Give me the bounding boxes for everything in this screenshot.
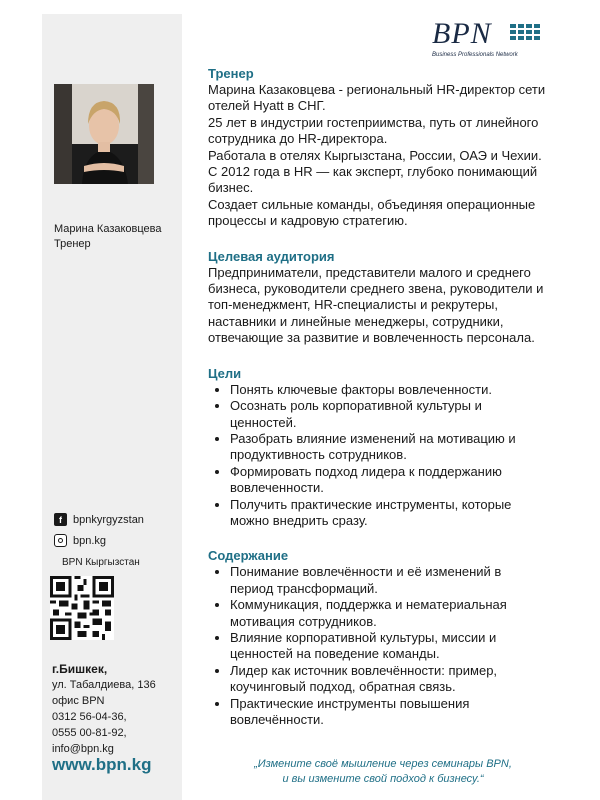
trainer-caption [54,222,184,252]
trainer-name: Марина Казаковцева [54,223,162,235]
phone-1[interactable]: 0312 56-04-36, [52,711,127,723]
trainer-section-title: Тренер [208,66,254,81]
trainer-line: Создает сильные команды, объединяя операционные процессы и кадровую стратегию. [208,196,536,229]
list-item: • Лидер как источник вовлечённости: пример, коучинговый подход, обратная связь. [230,663,548,696]
list-item: • Получить практические инструменты, которые можно внедрить сразу. [230,497,548,530]
audience-section [208,249,548,347]
address-street: ул. Табалдиева, 136 [52,679,156,691]
website-link[interactable]: www.bpn.kg [52,755,152,774]
list-item: • Практические инструменты повышения вовлечённости. [230,696,548,729]
list-item: • Понять ключевые факторы вовлеченности. [230,382,548,398]
trainer-line: 25 лет в индустрии гостеприимства, путь от линейного сотрудника до HR-директора. [208,114,539,147]
trainer-photo [54,84,154,184]
instagram-link[interactable] [54,534,182,547]
logo-grid-icon [510,24,540,40]
email-link[interactable]: info@bpn.kg [52,743,114,755]
list-item: • Понимание вовлечённости и её изменений в период трансформаций. [230,564,548,597]
logo-subtitle: Business Professionals Network [432,52,518,58]
logo-text: BPN [432,17,492,50]
trainer-role: Тренер [54,238,91,250]
facebook-handle: bpnkyrgyzstan [73,513,144,526]
facebook-link[interactable] [54,513,182,526]
audience-section-title: Целевая аудитория [208,248,335,264]
facebook-icon: f [54,513,67,526]
main-content [208,66,548,747]
goals-list [208,382,548,530]
list-item: • Осознать роль корпоративной культуры и ценностей. [230,398,548,431]
trainer-section [208,66,548,230]
qr-code [50,576,114,640]
bpn-logo [432,18,552,62]
trainer-line: С 2012 года в HR — как эксперт, глубоко понимающий бизнес. [208,164,538,196]
address-office: офис BPN [52,695,105,707]
list-item: • Влияние корпоративной культуры, миссии и ценностей на поведение команды. [230,630,548,663]
instagram-icon [54,534,67,547]
address-city: г.Бишкек, [52,662,108,676]
trainer-line: Работала в отелях Кыргызстана, России, ОАЭ и Чехии. [208,147,542,163]
content-list [208,564,548,728]
content-section [208,548,548,728]
content-section-title: Содержание [208,548,289,564]
trainer-line: Марина Казаковцева - региональный HR-директор сети отелей Hyatt в СНГ. [208,82,546,114]
list-item: • Коммуникация, поддержка и нематериальная мотивация сотрудников. [230,597,548,630]
goals-section-title: Цели [208,365,242,381]
contact-address [52,661,156,757]
instagram-handle: bpn.kg [73,534,107,547]
list-item: • Разобрать влияние изменений на мотивацию и продуктивность сотрудников. [230,431,548,464]
audience-text: Предприниматели, представители малого и среднего бизнеса, руководители среднего звена, руководители и топ-менеджмент, HR-специалисты и рекрутеры, наставники и линейные менеджеры, сотрудники, отвечающие за развитие и вовлеченность персонала. [208,264,544,346]
quote-line: и вы измените свой подход к бизнесу.“ [282,773,484,785]
quote-line: „Измените своё мышление через семинары BPN, [254,758,512,770]
phone-2[interactable]: 0555 00-81-92, [52,727,127,739]
footer-quote [208,757,558,787]
company-name: BPN Кыргызстан [62,557,140,568]
goals-section [208,366,548,530]
list-item: • Формировать подход лидера к поддержанию вовлеченности. [230,464,548,497]
